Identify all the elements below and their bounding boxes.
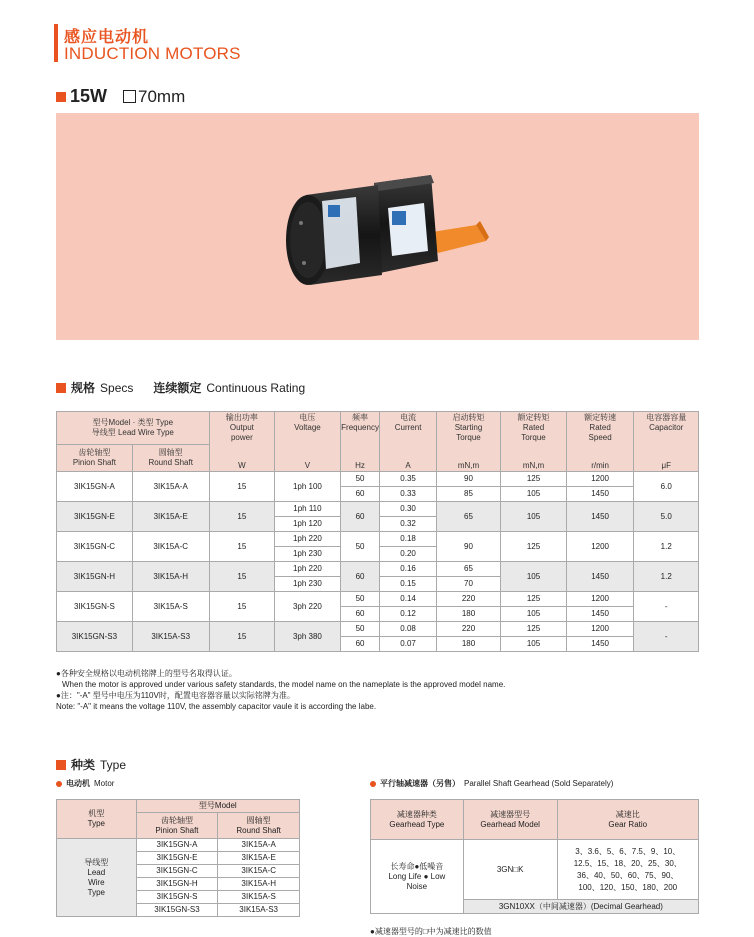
round-shaft-header: 圆轴型 Round Shaft (218, 813, 300, 839)
current-cell: 0.12 (380, 607, 436, 622)
pinion-shaft-header: 齿轮轴型 Pinion Shaft (136, 813, 218, 839)
frame-size (123, 87, 185, 107)
current-cell: 0.20 (380, 547, 436, 562)
voltage-cell: 1ph 120 (275, 517, 341, 532)
motor-type-body (57, 839, 300, 917)
starting-torque-cell: 90 (436, 532, 501, 562)
pinion-model-cell: 3IK15GN-S3 (136, 904, 218, 917)
machine-type-header: 机型 Type (57, 800, 137, 839)
round-model-cell: 3IK15A-C (218, 865, 300, 878)
current-cell: 0.15 (380, 577, 436, 592)
capacitor-header: 电容器容量 Capacitor (634, 412, 699, 445)
gearhead-model-header: 减速器型号 Gearhead Model (463, 800, 557, 840)
current-cell: 0.07 (380, 637, 436, 652)
round-shaft-header: 圆轴型 Round Shaft (132, 445, 209, 472)
rated-speed-cell: 1450 (566, 607, 634, 622)
starting-torque-cell: 90 (436, 472, 501, 487)
gearhead-subheading (370, 778, 613, 789)
pinion-model-cell: 3IK15GN-A (136, 839, 218, 852)
gearhead-footnote: ●减速器型号的□中为减速比的数值 (370, 927, 492, 936)
rated-speed-cell: 1200 (566, 472, 634, 487)
rated-speed-header: 额定转速 Rated Speed (566, 412, 634, 445)
specs-table (56, 411, 699, 652)
current-cell: 0.08 (380, 622, 436, 637)
capacitor-cell: - (634, 592, 699, 622)
starting-torque-cell: 220 (436, 622, 501, 637)
product-photo (56, 113, 699, 340)
current-header: 电流 Current (380, 412, 436, 445)
round-model-cell: 3IK15A-S (132, 592, 209, 622)
lead-wire-type-cell (57, 839, 137, 917)
rated-torque-cell: 125 (501, 592, 567, 607)
frequency-cell: 50 (340, 622, 380, 637)
decimal-gearhead-cell: 3GN10XX（中间减速器）(Decimal Gearhead) (463, 900, 698, 914)
frequency-cell: 50 (340, 592, 380, 607)
frequency-cell: 60 (340, 487, 380, 502)
current-cell: 0.14 (380, 592, 436, 607)
rated-torque-unit: mN,m (501, 445, 567, 472)
rated-torque-cell: 105 (501, 502, 567, 532)
notes (56, 668, 505, 712)
capacitor-cell: 5.0 (634, 502, 699, 532)
type-heading (56, 756, 126, 773)
note-line: ●各种安全规格以电动机铭牌上的型号名取得认证。 (56, 669, 237, 678)
table-row (57, 562, 699, 577)
round-model-cell: 3IK15A-E (218, 852, 300, 865)
pinion-model-cell: 3IK15GN-C (136, 865, 218, 878)
specs-table-body (57, 472, 699, 652)
motor-title-en: Motor (94, 779, 115, 788)
rated-speed-cell: 1200 (566, 592, 634, 607)
pinion-model-cell: 3IK15GN-E (57, 502, 133, 532)
motor-type-table (56, 799, 300, 917)
starting-torque-cell: 220 (436, 592, 501, 607)
square-bullet-icon (56, 92, 66, 102)
current-cell: 0.30 (380, 502, 436, 517)
output-cell: 15 (209, 502, 275, 532)
gearhead-title-cn: 平行轴减速器（另售） (380, 779, 460, 788)
gearhead-title-en: Parallel Shaft Gearhead (Sold Separately) (464, 779, 614, 788)
voltage-cell: 3ph 380 (275, 622, 341, 652)
round-model-cell: 3IK15A-S3 (132, 622, 209, 652)
gearhead-type-cell: 长寿命●低噪音 Long Life ● Low Noise (371, 840, 464, 914)
rated-speed-unit: r/min (566, 445, 634, 472)
starting-torque-cell: 70 (436, 577, 501, 592)
pinion-shaft-header: 齿轮轴型 Pinion Shaft (57, 445, 133, 472)
capacitor-cell: 6.0 (634, 472, 699, 502)
voltage-cell: 1ph 220 (275, 532, 341, 547)
note-line: Note: "-A" it means the voltage 110V, the assembly capacitor vaule it is according the labe. (56, 702, 377, 711)
round-model-cell: 3IK15A-H (218, 878, 300, 891)
pinion-model-cell: 3IK15GN-S (136, 891, 218, 904)
table-row (57, 472, 699, 487)
rated-speed-cell: 1450 (566, 637, 634, 652)
round-model-cell: 3IK15A-S (218, 891, 300, 904)
table-row (57, 592, 699, 607)
lead-wire-type-label: 导线型 (84, 857, 109, 867)
pinion-model-cell: 3IK15GN-S3 (57, 622, 133, 652)
output-unit: W (209, 445, 275, 472)
pinion-model-cell: 3IK15GN-H (57, 562, 133, 592)
rated-torque-cell: 125 (501, 622, 567, 637)
power-label: 15W (70, 86, 108, 106)
specs-title-en: Specs (100, 380, 134, 395)
round-model-cell: 3IK15A-E (132, 502, 209, 532)
motor-illustration (56, 113, 699, 340)
current-cell: 0.32 (380, 517, 436, 532)
specs-subtitle-en: Continuous Rating (206, 380, 306, 395)
page-title-cn: 感应电动机 (64, 29, 150, 46)
current-unit: A (380, 445, 436, 472)
model-header: 型号Model (136, 800, 299, 813)
table-row (57, 839, 300, 852)
rated-torque-header: 额定转矩 Rated Torque (501, 412, 567, 445)
pinion-model-cell: 3IK15GN-C (57, 532, 133, 562)
frame-size-value: 70mm (138, 86, 186, 106)
table-row (57, 502, 699, 517)
square-bullet-icon (56, 383, 66, 393)
capacitor-cell: 1.2 (634, 562, 699, 592)
pinion-model-cell: 3IK15GN-E (136, 852, 218, 865)
capacitor-unit: μF (634, 445, 699, 472)
rated-torque-cell: 125 (501, 472, 567, 487)
note-line: When the motor is approved under various safety standards, the model name on the nameplate is the approved model name. (62, 680, 506, 689)
rated-torque-cell: 105 (501, 487, 567, 502)
round-model-cell: 3IK15A-A (132, 472, 209, 502)
frequency-cell: 60 (340, 502, 380, 532)
starting-torque-cell: 180 (436, 607, 501, 622)
current-cell: 0.18 (380, 532, 436, 547)
type-title-en: Type (100, 757, 127, 772)
capacitor-cell: 1.2 (634, 532, 699, 562)
rated-torque-cell: 125 (501, 532, 567, 562)
frequency-cell: 50 (340, 532, 380, 562)
square-outline-icon (123, 90, 136, 103)
gearhead-table (370, 799, 699, 914)
output-cell: 15 (209, 532, 275, 562)
frequency-unit: Hz (340, 445, 380, 472)
voltage-unit: V (275, 445, 341, 472)
current-cell: 0.33 (380, 487, 436, 502)
table-row (57, 622, 699, 637)
voltage-cell: 1ph 100 (275, 472, 341, 502)
lead-wire-type-label: Lead (87, 867, 106, 877)
motor-subheading (56, 778, 114, 789)
output-cell: 15 (209, 592, 275, 622)
frequency-cell: 50 (340, 472, 380, 487)
voltage-cell: 1ph 220 (275, 562, 341, 577)
lead-wire-type-label: Type (87, 887, 105, 897)
page-title-en: INDUCTION MOTORS (64, 44, 241, 63)
note-line: ●注："-A" 型号中电压为110V时，配置电容器容量以实际铭牌为准。 (56, 691, 295, 700)
type-title-cn: 种类 (71, 758, 96, 772)
current-cell: 0.16 (380, 562, 436, 577)
rated-speed-cell: 1200 (566, 532, 634, 562)
round-model-cell: 3IK15A-S3 (218, 904, 300, 917)
rated-torque-cell: 105 (501, 637, 567, 652)
pinion-model-cell: 3IK15GN-S (57, 592, 133, 622)
power-heading (56, 86, 185, 107)
specs-heading (56, 379, 305, 396)
voltage-cell: 1ph 110 (275, 502, 341, 517)
starting-torque-unit: mN,m (436, 445, 501, 472)
output-cell: 15 (209, 472, 275, 502)
round-model-cell: 3IK15A-C (132, 532, 209, 562)
voltage-cell: 1ph 230 (275, 547, 341, 562)
voltage-cell: 1ph 230 (275, 577, 341, 592)
dot-bullet-icon (56, 781, 62, 787)
model-type-header: 型号Model · 类型 Type 导线型 Lead Wire Type (57, 412, 210, 445)
frequency-cell: 60 (340, 637, 380, 652)
starting-torque-cell: 65 (436, 502, 501, 532)
rated-torque-cell: 105 (501, 607, 567, 622)
frequency-header: 频率 Frequency (340, 412, 380, 445)
starting-torque-cell: 180 (436, 637, 501, 652)
frequency-cell: 60 (340, 607, 380, 622)
current-cell: 0.35 (380, 472, 436, 487)
pinion-model-cell: 3IK15GN-H (136, 878, 218, 891)
voltage-cell: 3ph 220 (275, 592, 341, 622)
starting-torque-header: 启动转矩 Starting Torque (436, 412, 501, 445)
output-header: 输出功率 Output power (209, 412, 275, 445)
rated-speed-cell: 1450 (566, 562, 634, 592)
round-model-cell: 3IK15A-A (218, 839, 300, 852)
rated-speed-cell: 1200 (566, 622, 634, 637)
square-bullet-icon (56, 760, 66, 770)
lead-wire-type-label: Wire (88, 877, 105, 887)
gearhead-model-cell: 3GN□K (463, 840, 557, 900)
starting-torque-cell: 65 (436, 562, 501, 577)
starting-torque-cell: 85 (436, 487, 501, 502)
gear-ratio-header: 减速比 Gear Ratio (557, 800, 699, 840)
dot-bullet-icon (370, 781, 376, 787)
output-cell: 15 (209, 622, 275, 652)
header-accent-bar (54, 24, 58, 62)
gearhead-type-header: 减速器种类 Gearhead Type (371, 800, 464, 840)
rated-speed-cell: 1450 (566, 502, 634, 532)
voltage-header: 电压 Voltage (275, 412, 341, 445)
capacitor-cell: - (634, 622, 699, 652)
output-cell: 15 (209, 562, 275, 592)
rated-speed-cell: 1450 (566, 487, 634, 502)
frequency-cell: 60 (340, 562, 380, 592)
motor-title-cn: 电动机 (66, 779, 90, 788)
gear-ratio-cell: 3、3.6、5、6、7.5、9、10、 12.5、15、18、20、25、30、 36、40、50、60、75、90、 100、120、150、180、200 (557, 840, 699, 900)
round-model-cell: 3IK15A-H (132, 562, 209, 592)
table-row (57, 532, 699, 547)
specs-title-cn: 规格 (71, 381, 96, 395)
rated-torque-cell: 105 (501, 562, 567, 592)
specs-subtitle-cn: 连续额定 (153, 381, 202, 395)
pinion-model-cell: 3IK15GN-A (57, 472, 133, 502)
